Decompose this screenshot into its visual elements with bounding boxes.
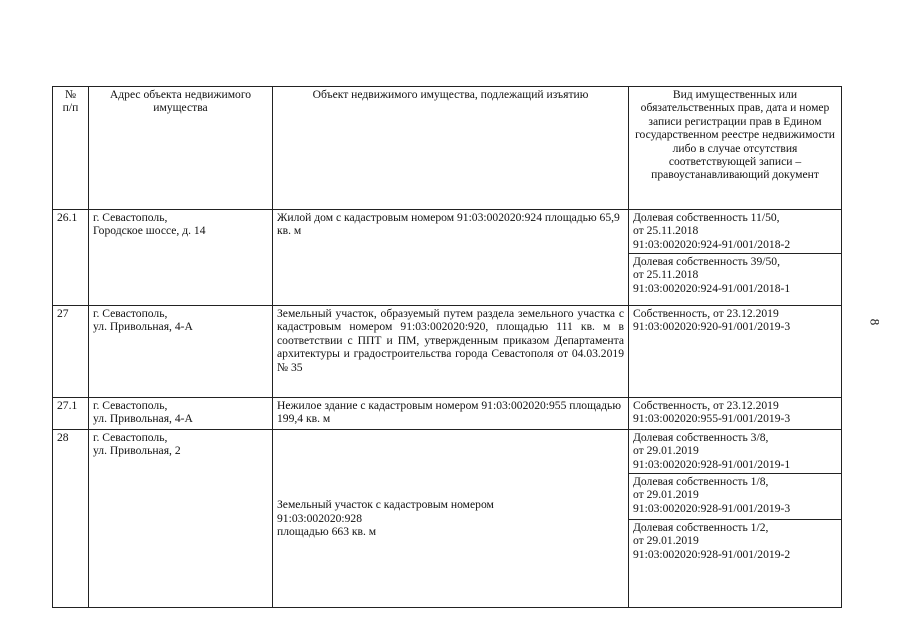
table-row	[53, 210, 842, 254]
row-object: Земельный участок с кадастровым номером 91:03:002020:928 площадью 663 кв. м	[273, 430, 629, 608]
header-address: Адрес объекта недвижимого имущества	[89, 87, 273, 210]
row-right-entry: Собственность, от 23.12.2019 91:03:002020:955-91/001/2019-3	[629, 398, 842, 430]
row-object: Жилой дом с кадастровым номером 91:03:002020:924 площадью 65,9 кв. м	[273, 210, 629, 306]
page-number: 8	[867, 318, 883, 326]
table-header-row	[53, 87, 842, 210]
row-object: Земельный участок, образуемый путем раздела земельного участка с кадастровым номером 91:03:002020:920, площадью 111 кв. м в соответствии с ППТ и ПМ, утвержденным приказом Департамента архитектуры и градостроительства города Севастополя от 04.03.2019 № 35	[273, 306, 629, 398]
row-address: г. Севастополь, ул. Привольная, 4-А	[89, 306, 273, 398]
row-number: 28	[53, 430, 89, 608]
row-right-entry: Долевая собственность 39/50, от 25.11.2018 91:03:002020:924-91/001/2018-1	[629, 254, 842, 306]
row-right-entry: Долевая собственность 11/50, от 25.11.2018 91:03:002020:924-91/001/2018-2	[629, 210, 842, 254]
header-object: Объект недвижимого имущества, подлежащий изъятию	[273, 87, 629, 210]
row-right-entry: Долевая собственность 3/8, от 29.01.2019 91:03:002020:928-91/001/2019-1	[629, 430, 842, 474]
table-row	[53, 430, 842, 474]
row-object: Нежилое здание с кадастровым номером 91:03:002020:955 площадью 199,4 кв. м	[273, 398, 629, 430]
table-row	[53, 306, 842, 398]
row-right-entry: Долевая собственность 1/2, от 29.01.2019 91:03:002020:928-91/001/2019-2	[629, 520, 842, 608]
row-address: г. Севастополь, ул. Привольная, 2	[89, 430, 273, 608]
row-number: 27.1	[53, 398, 89, 430]
header-rights: Вид имущественных или обязательственных прав, дата и номер записи регистрации прав в Едином государственном реестре недвижимости либо в случае отсутствия соответствующей записи – правоустанавливающий документ	[629, 87, 842, 210]
row-right-entry: Собственность, от 23.12.2019 91:03:002020:920-91/001/2019-3	[629, 306, 842, 398]
row-number: 27	[53, 306, 89, 398]
table-row	[53, 398, 842, 430]
row-address: г. Севастополь, Городское шоссе, д. 14	[89, 210, 273, 306]
header-number: № п/п	[53, 87, 89, 210]
row-number: 26.1	[53, 210, 89, 306]
row-address: г. Севастополь, ул. Привольная, 4-А	[89, 398, 273, 430]
row-right-entry: Долевая собственность 1/8, от 29.01.2019 91:03:002020:928-91/001/2019-3	[629, 474, 842, 520]
property-table	[52, 86, 842, 608]
